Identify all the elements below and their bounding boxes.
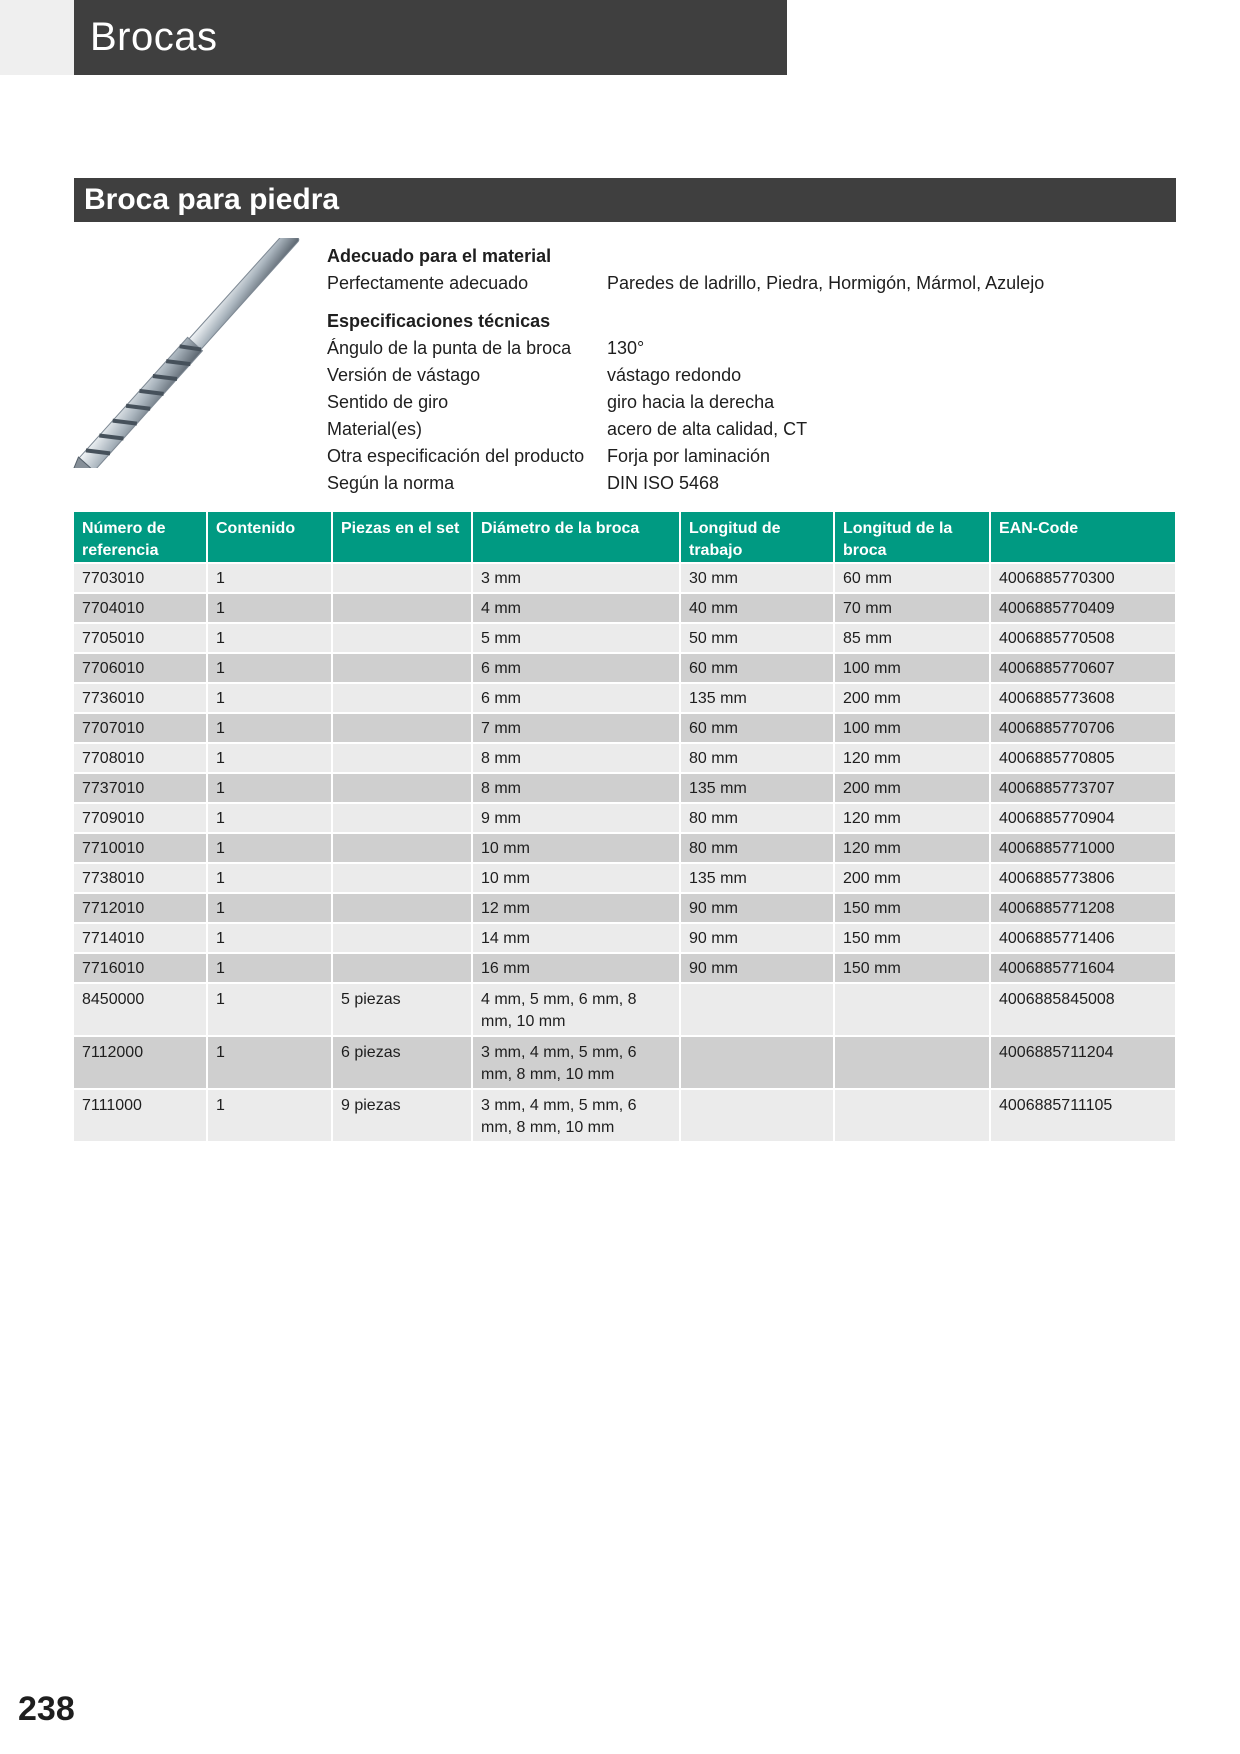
table-cell: 1 xyxy=(208,1088,333,1141)
spec-label: Según la norma xyxy=(327,473,455,493)
table-cell xyxy=(333,682,473,712)
table-cell: 60 mm xyxy=(835,562,991,592)
column-header: Longitud de la broca xyxy=(835,512,991,562)
table-cell xyxy=(681,1035,835,1088)
table-row xyxy=(74,1035,1175,1088)
table-cell: 8450000 xyxy=(74,982,208,1035)
table-cell: 3 mm xyxy=(473,562,681,592)
table-cell: 1 xyxy=(208,952,333,982)
table-row xyxy=(74,652,1175,682)
table-cell: 4006885711204 xyxy=(991,1035,1175,1088)
table-cell: 3 mm, 4 mm, 5 mm, 6 mm, 8 mm, 10 mm xyxy=(473,1035,681,1088)
table-cell: 7703010 xyxy=(74,562,208,592)
table-cell: 4006885770607 xyxy=(991,652,1175,682)
table-row xyxy=(74,772,1175,802)
table-row xyxy=(74,952,1175,982)
table-row xyxy=(74,622,1175,652)
table-cell xyxy=(333,862,473,892)
table-cell: 150 mm xyxy=(835,922,991,952)
table-cell: 4006885770904 xyxy=(991,802,1175,832)
table-cell xyxy=(681,982,835,1035)
table-cell: 1 xyxy=(208,592,333,622)
table-cell: 4006885770300 xyxy=(991,562,1175,592)
table-cell: 4 mm xyxy=(473,592,681,622)
table-cell: 4006885773707 xyxy=(991,772,1175,802)
spec-row xyxy=(327,362,1177,389)
table-cell: 4006885771000 xyxy=(991,832,1175,862)
material-heading: Adecuado para el material xyxy=(327,246,552,266)
table-cell: 4006885771604 xyxy=(991,952,1175,982)
table-cell: 50 mm xyxy=(681,622,835,652)
spec-value: acero de alta calidad, CT xyxy=(607,419,808,439)
table-cell: 100 mm xyxy=(835,652,991,682)
table-cell: 8 mm xyxy=(473,742,681,772)
spec-row xyxy=(327,470,1177,497)
table-cell: 120 mm xyxy=(835,832,991,862)
product-table xyxy=(74,512,1175,1141)
table-body xyxy=(74,562,1175,1141)
table-cell xyxy=(333,712,473,742)
table-cell: 200 mm xyxy=(835,682,991,712)
table-row xyxy=(74,592,1175,622)
table-cell: 100 mm xyxy=(835,712,991,742)
table-cell: 40 mm xyxy=(681,592,835,622)
table-row xyxy=(74,832,1175,862)
table-row xyxy=(74,712,1175,742)
column-header: Piezas en el set xyxy=(333,512,473,562)
spec-row xyxy=(327,443,1177,470)
table-cell: 5 piezas xyxy=(333,982,473,1035)
table-cell: 85 mm xyxy=(835,622,991,652)
table-cell: 135 mm xyxy=(681,682,835,712)
table-cell: 1 xyxy=(208,1035,333,1088)
spec-label: Material(es) xyxy=(327,419,423,439)
table-row xyxy=(74,982,1175,1035)
table-cell: 1 xyxy=(208,622,333,652)
table-cell: 1 xyxy=(208,772,333,802)
table-cell: 3 mm, 4 mm, 5 mm, 6 mm, 8 mm, 10 mm xyxy=(473,1088,681,1141)
table-cell: 1 xyxy=(208,892,333,922)
spec-row xyxy=(327,416,1177,443)
table-cell: 90 mm xyxy=(681,922,835,952)
table-cell xyxy=(333,562,473,592)
table-cell: 4006885771406 xyxy=(991,922,1175,952)
table-row xyxy=(74,562,1175,592)
table-cell: 70 mm xyxy=(835,592,991,622)
table-cell: 1 xyxy=(208,832,333,862)
table-cell: 135 mm xyxy=(681,862,835,892)
table-cell: 135 mm xyxy=(681,772,835,802)
table-row xyxy=(74,682,1175,712)
column-header: Longitud de trabajo xyxy=(681,512,835,562)
table-cell: 80 mm xyxy=(681,742,835,772)
table-cell: 16 mm xyxy=(473,952,681,982)
table-cell xyxy=(333,652,473,682)
table-row xyxy=(74,1088,1175,1141)
table-cell: 7111000 xyxy=(74,1088,208,1141)
table-cell: 80 mm xyxy=(681,802,835,832)
table-cell xyxy=(333,832,473,862)
table-cell: 5 mm xyxy=(473,622,681,652)
table-cell xyxy=(333,772,473,802)
table-cell: 200 mm xyxy=(835,862,991,892)
table-cell xyxy=(333,952,473,982)
table-cell: 4006885771208 xyxy=(991,892,1175,922)
table-cell: 4 mm, 5 mm, 6 mm, 8 mm, 10 mm xyxy=(473,982,681,1035)
spec-row xyxy=(327,335,1177,362)
table-cell xyxy=(333,892,473,922)
table-header-row xyxy=(74,512,1175,562)
table-cell: 7714010 xyxy=(74,922,208,952)
table-cell: 150 mm xyxy=(835,952,991,982)
table-cell: 4006885845008 xyxy=(991,982,1175,1035)
table-cell: 7704010 xyxy=(74,592,208,622)
table-cell: 1 xyxy=(208,742,333,772)
table-cell xyxy=(333,802,473,832)
page-number: 238 xyxy=(18,1690,75,1728)
table-cell: 4006885770508 xyxy=(991,622,1175,652)
table-cell: 80 mm xyxy=(681,832,835,862)
spec-value: giro hacia la derecha xyxy=(607,392,775,412)
table-cell: 9 mm xyxy=(473,802,681,832)
spec-row xyxy=(327,389,1177,416)
table-cell xyxy=(333,622,473,652)
table-cell: 8 mm xyxy=(473,772,681,802)
table-cell: 7737010 xyxy=(74,772,208,802)
table-cell: 30 mm xyxy=(681,562,835,592)
table-cell: 1 xyxy=(208,712,333,742)
table-cell: 4006885773608 xyxy=(991,682,1175,712)
column-header: Número de referencia xyxy=(74,512,208,562)
table-cell: 120 mm xyxy=(835,802,991,832)
table-row xyxy=(74,922,1175,952)
table-cell: 60 mm xyxy=(681,652,835,682)
column-header: Contenido xyxy=(208,512,333,562)
table-cell: 12 mm xyxy=(473,892,681,922)
table-cell: 1 xyxy=(208,922,333,952)
column-header: EAN-Code xyxy=(991,512,1175,562)
spec-label: Sentido de giro xyxy=(327,392,449,412)
table-cell: 6 piezas xyxy=(333,1035,473,1088)
table-cell: 7706010 xyxy=(74,652,208,682)
table-cell: 90 mm xyxy=(681,892,835,922)
table-cell: 4006885770706 xyxy=(991,712,1175,742)
table-cell: 1 xyxy=(208,862,333,892)
table-cell: 60 mm xyxy=(681,712,835,742)
table-cell: 6 mm xyxy=(473,682,681,712)
table-cell: 1 xyxy=(208,562,333,592)
table-cell: 7705010 xyxy=(74,622,208,652)
table-row xyxy=(74,892,1175,922)
spec-value: 130° xyxy=(607,338,645,358)
table-cell: 7708010 xyxy=(74,742,208,772)
table-cell: 90 mm xyxy=(681,952,835,982)
product-specifications xyxy=(327,243,1177,497)
spec-value: Forja por laminación xyxy=(607,446,771,466)
table-cell: 200 mm xyxy=(835,772,991,802)
spec-label: Versión de vástago xyxy=(327,365,481,385)
table-cell: 1 xyxy=(208,652,333,682)
table-cell: 6 mm xyxy=(473,652,681,682)
table-cell: 4006885770409 xyxy=(991,592,1175,622)
table-cell: 7716010 xyxy=(74,952,208,982)
table-cell: 7 mm xyxy=(473,712,681,742)
table-row xyxy=(74,802,1175,832)
table-cell: 14 mm xyxy=(473,922,681,952)
table-cell: 7736010 xyxy=(74,682,208,712)
table-cell: 7709010 xyxy=(74,802,208,832)
table-cell xyxy=(835,982,991,1035)
table-cell: 10 mm xyxy=(473,832,681,862)
column-header: Diámetro de la broca xyxy=(473,512,681,562)
specs-heading: Especificaciones técnicas xyxy=(327,311,551,331)
spec-value: Paredes de ladrillo, Piedra, Hormigón, Mármol, Azulejo xyxy=(607,273,1045,293)
table-cell xyxy=(681,1088,835,1141)
table-cell xyxy=(835,1035,991,1088)
section-title: Broca para piedra xyxy=(74,178,1176,222)
table-cell xyxy=(333,922,473,952)
drill-bit-image xyxy=(72,238,302,468)
table-cell: 9 piezas xyxy=(333,1088,473,1141)
table-cell: 120 mm xyxy=(835,742,991,772)
table-cell: 7738010 xyxy=(74,862,208,892)
page-title: Brocas xyxy=(74,0,787,75)
masonry-drill-bit-icon xyxy=(72,238,302,468)
table-cell: 4006885770805 xyxy=(991,742,1175,772)
spec-value: DIN ISO 5468 xyxy=(607,473,720,493)
table-row xyxy=(74,862,1175,892)
table-cell: 4006885773806 xyxy=(991,862,1175,892)
table-cell: 150 mm xyxy=(835,892,991,922)
spec-label: Otra especificación del producto xyxy=(327,446,585,466)
table-cell xyxy=(835,1088,991,1141)
table-row xyxy=(74,742,1175,772)
table-cell: 4006885711105 xyxy=(991,1088,1175,1141)
table-cell: 7710010 xyxy=(74,832,208,862)
spec-value: vástago redondo xyxy=(607,365,742,385)
table-cell: 7112000 xyxy=(74,1035,208,1088)
spec-label: Ángulo de la punta de la broca xyxy=(327,338,572,358)
table-cell: 1 xyxy=(208,682,333,712)
table-cell xyxy=(333,742,473,772)
table-cell: 7712010 xyxy=(74,892,208,922)
spec-row xyxy=(327,270,1177,297)
table-cell xyxy=(333,592,473,622)
table-cell: 1 xyxy=(208,802,333,832)
table-cell: 1 xyxy=(208,982,333,1035)
table-cell: 10 mm xyxy=(473,862,681,892)
table-cell: 7707010 xyxy=(74,712,208,742)
spec-label: Perfectamente adecuado xyxy=(327,273,529,293)
corner-block xyxy=(0,0,74,75)
